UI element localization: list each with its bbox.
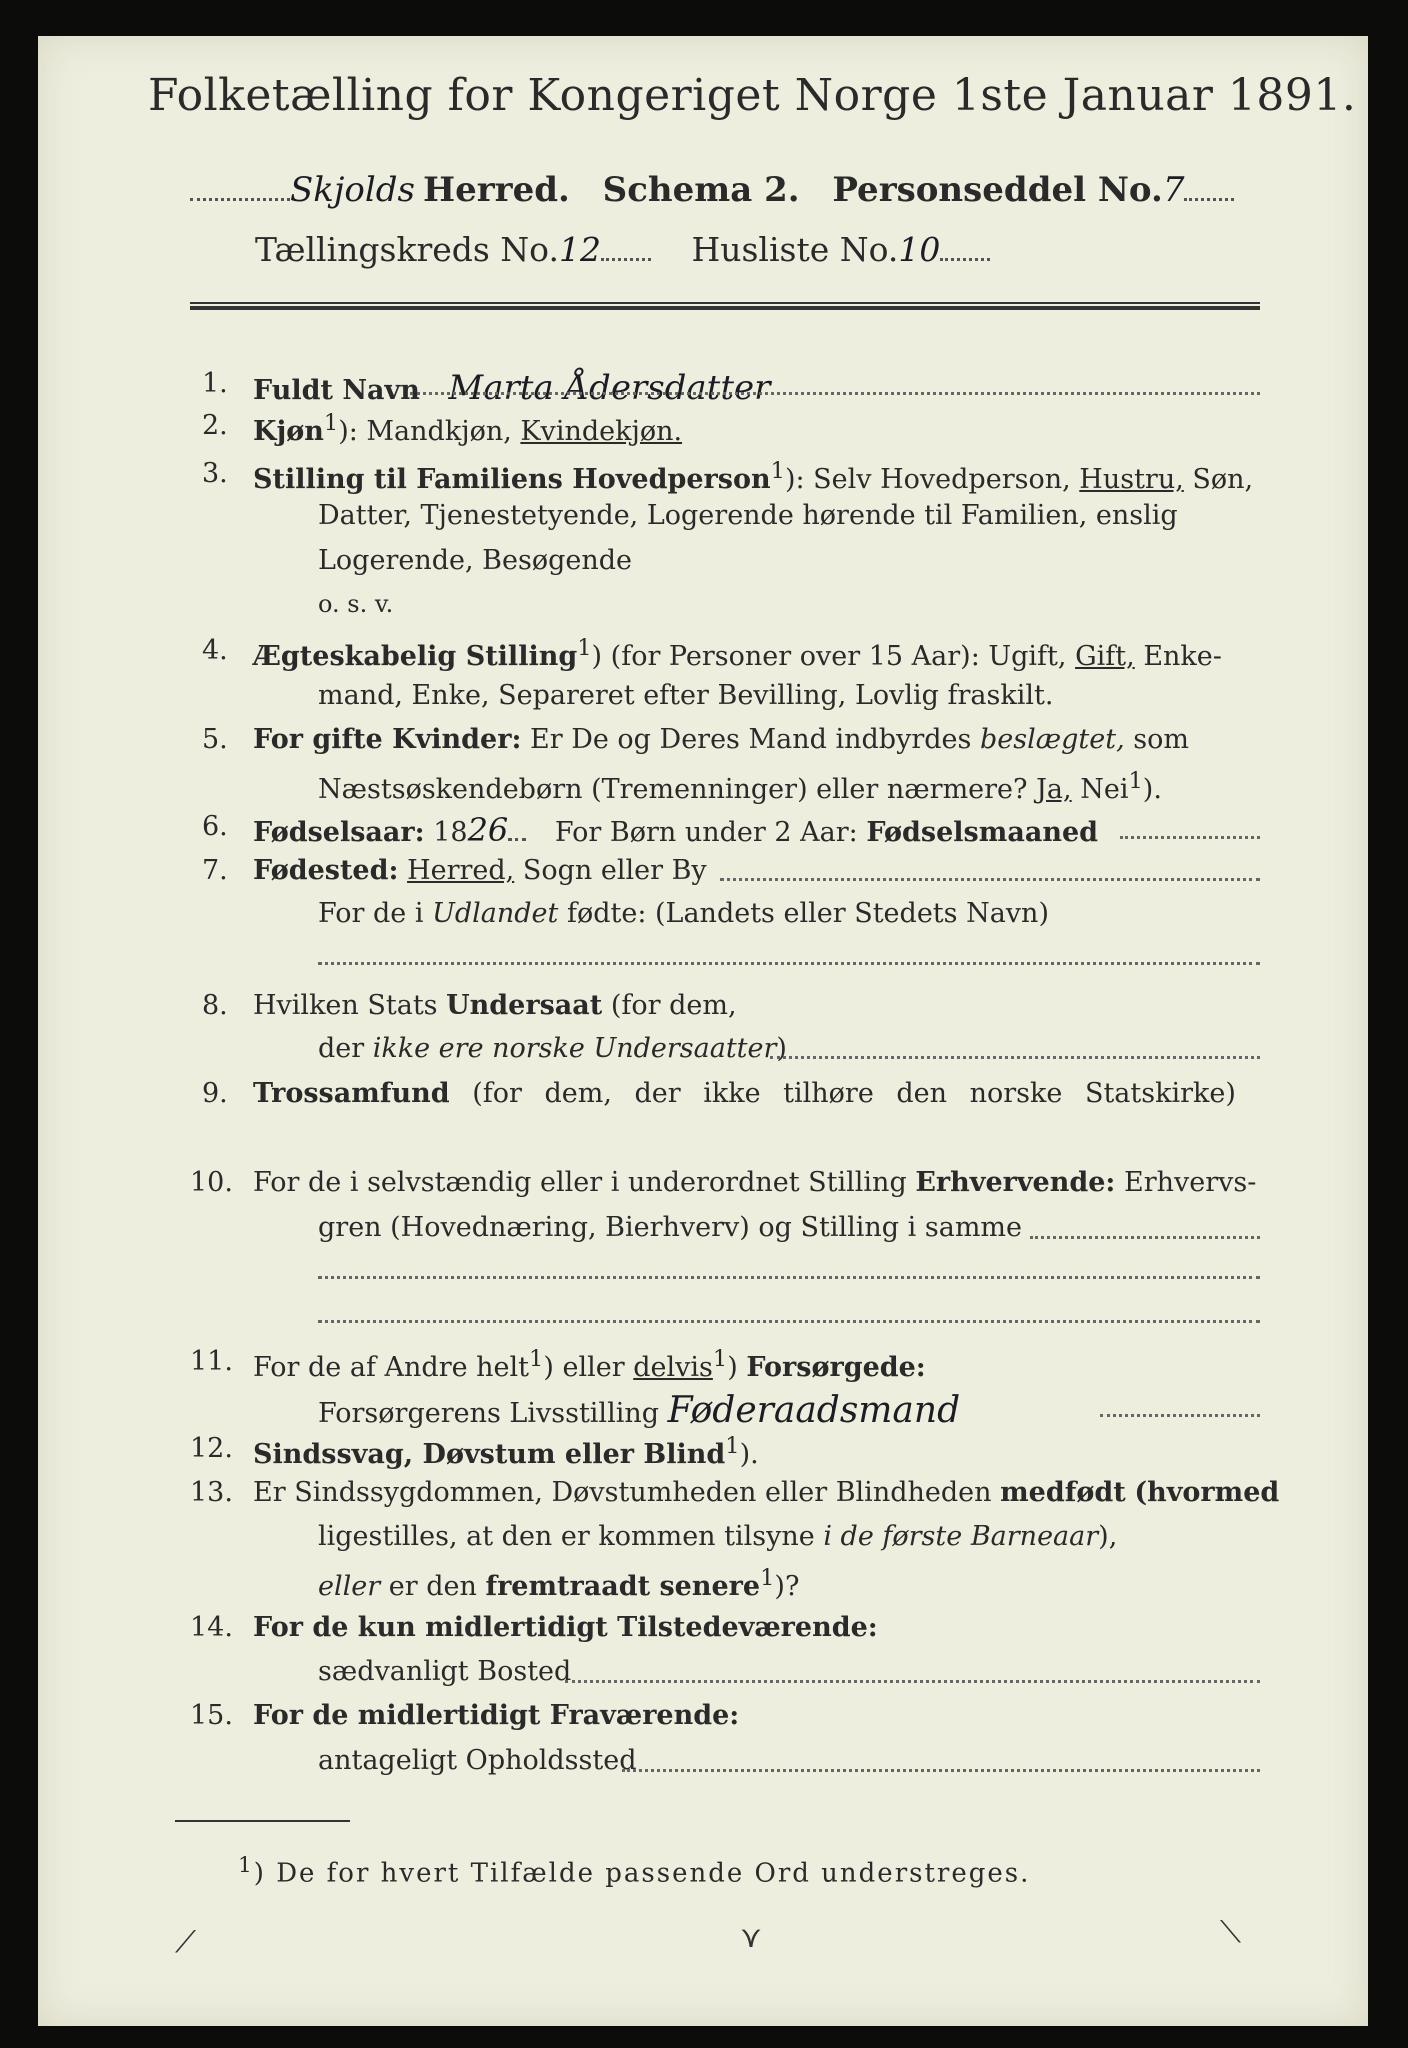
q3-text-b: Søn, [1192,464,1254,495]
footnote [238,1853,1030,1889]
q7-herred: Herred, [407,855,515,886]
personseddel-label: Personseddel No. [832,170,1163,210]
q13-line3-a: er den [388,1571,477,1602]
q3-hustru: Hustru, [1079,464,1184,495]
q11-answer: Føderaadsmand [667,1390,961,1431]
q8-text-b: (for dem, [610,990,737,1021]
q4-line2: mand, Enke, Separeret efter Bevilling, Lovlig fraskilt. [318,680,1054,711]
q13-text-a: Er Sindssygdommen, Døvstumheden eller Blindheden [253,1477,992,1508]
registration-mark-center-icon: ⋎ [740,1920,762,1955]
q6-label: Fødselsaar: [253,817,425,848]
footnote-sup: 1 [238,1853,254,1878]
q10-dotline-3 [318,1320,1260,1323]
q6-year-pre: 18 [433,817,468,848]
q4-text-b: Enke- [1143,641,1222,672]
q1-label: Fuldt Navn [253,375,420,406]
q5-row [253,724,1189,755]
q9-number: 9. [202,1078,228,1109]
q7-label: Fødested: [253,855,399,886]
q2-text-a: ): Mandkjøn, [338,416,512,447]
q13-line3-c: )? [774,1571,800,1602]
registration-mark-right-icon: ⟍ [1220,1915,1241,1950]
q10-dotline-1 [1030,1236,1260,1239]
q13-label: medfødt [1000,1477,1126,1508]
q13-sup: 1 [760,1565,775,1591]
q5-label: For gifte Kvinder: [253,724,522,755]
q13-number: 13. [190,1477,233,1508]
q13-line2-a: ligestilles, at den er kommen tilsyne [318,1521,815,1552]
q11-sup1: 1 [529,1346,544,1372]
q13-line2-b: ), [1098,1521,1118,1552]
q3-line2: Datter, Tjenestetyende, Logerende hørende til Familien, enslig [318,500,1178,531]
header-rule-thick [190,306,1260,310]
q1-answer: Marta Ådersdatter [448,368,771,408]
q11-dotline [1100,1414,1260,1417]
q3-line3: Logerende, Besøgende [318,545,632,576]
q5-ja: Ja, [1036,774,1072,805]
q14-line2: sædvanligt Bosted [318,1656,572,1687]
q5-text-b: som [1133,724,1189,755]
q11-sup2: 1 [712,1346,728,1372]
q8-row [253,990,737,1021]
q15-label: For de midlertidigt Fraværende: [253,1700,740,1731]
q9-text-a: (for dem, der ikke tilhøre den norske Statskirke) [472,1078,1236,1109]
q13-line2 [318,1521,1117,1552]
q10-line2: gren (Hovednæring, Bierhverv) og Stilling i samme [318,1212,1023,1243]
q7-row [253,855,707,886]
q6-dotline [1120,836,1260,839]
q2-number: 2. [202,410,228,441]
q10-row [253,1167,1256,1198]
q3-line4: o. s. v. [318,590,394,618]
q15-row [253,1700,739,1731]
q12-label: Sindssvag, Døvstum eller Blind [253,1439,726,1470]
q4-text-a: ) (for Personer over 15 Aar): Ugift, [591,641,1067,672]
q11-text-c: ) [727,1352,738,1383]
q2-label: Kjøn [253,416,324,447]
q13-line2-it: i de første Barneaar [823,1521,1099,1552]
q5-sup: 1 [1128,768,1143,794]
q14-row [253,1612,878,1643]
q12-number: 12. [190,1433,233,1464]
q5-text-a: Er De og Deres Mand indbyrdes [530,724,972,755]
q1-dotline [410,392,1260,395]
q4-sup: 1 [577,635,592,661]
registration-mark-left-icon: ⟋ [175,1925,196,1960]
q6-number: 6. [202,811,228,842]
q4-row [253,635,1222,672]
q11-row [253,1346,926,1383]
q11-text-b: ) eller [543,1352,625,1383]
q5-line2 [318,768,1162,805]
q5-nei: Nei [1080,774,1129,805]
kreds-label: Tællingskreds No. [255,230,559,269]
q13-line3-it: eller [318,1571,381,1602]
q6-text-b: Fødselsmaaned [866,817,1099,848]
q10-dotline-2 [318,1276,1260,1279]
q10-number: 10. [190,1167,233,1198]
q2-text-b: Kvindekjøn. [520,416,683,447]
q11-text-a: For de af Andre helt [253,1352,530,1383]
q11-line2: Forsørgerens Livsstilling [318,1398,660,1429]
q12-sup: 1 [725,1433,740,1459]
q8-dotline [770,1056,1260,1059]
q13-row [253,1477,1279,1508]
header-herred-line [190,170,1234,210]
q7-line2-it: Udlandet [432,898,559,929]
q11-number: 11. [190,1346,233,1377]
q11-label: Forsørgede: [746,1352,926,1383]
q9-label: Trossamfund [253,1078,450,1109]
q7-dotline [720,878,1260,881]
kreds-handwritten: 12 [558,230,601,269]
schema-label: Schema 2. [602,170,800,210]
q12-row [253,1433,759,1470]
q15-dotline [622,1769,1260,1772]
q1-row [253,368,770,408]
q6-text-a: For Børn under 2 Aar: [554,817,858,848]
q7-text-a: Sogn eller By [522,855,707,886]
header-rule-thin [190,302,1260,304]
q10-text-b: Erhvervs- [1124,1167,1257,1198]
q2-sup: 1 [323,410,339,436]
q8-line2-it: ikke ere norske Undersaatter [372,1033,777,1064]
q14-number: 14. [190,1612,233,1643]
q8-line2: der ikke ere norske Undersaatter) [318,1033,787,1064]
q13-line3-b: fremtraadt senere [485,1571,761,1602]
personseddel-handwritten: 7 [1162,170,1185,210]
husliste-label: Husliste No. [691,230,899,269]
q4-number: 4. [202,635,228,666]
footnote-rule [175,1820,350,1822]
q7-number: 7. [202,855,228,886]
q8-label: Undersaat [446,990,603,1021]
q13-line3 [318,1565,799,1602]
header-kreds-line [255,230,990,269]
q11-delvis: delvis [633,1352,713,1383]
q14-label: For de kun midlertidigt Tilstedeværende: [253,1612,878,1643]
q8-text-a: Hvilken Stats [253,990,438,1021]
q12-text-a: ). [739,1439,759,1470]
footnote-text: ) De for hvert Tilfælde passende Ord understreges. [253,1858,1031,1889]
q2-row [253,410,682,447]
q7-line2 [318,898,1049,929]
form-title: Folketælling for Kongeriget Norge 1ste Januar 1891. [148,70,1357,121]
husliste-handwritten: 10 [898,230,941,269]
q3-row [253,458,1253,495]
herred-label: Herred. [423,170,570,210]
q5-line2-a: Næstsøskendebørn (Tremenninger) eller nærmere? [318,774,1028,805]
q7-line2-a: For de i [318,898,424,929]
q7-dotline-2 [318,962,1260,965]
q7-line2-b: fødte: (Landets eller Stedets Navn) [566,898,1049,929]
q4-gift: Gift, [1075,641,1135,672]
q3-label: Stilling til Familiens Hovedperson [253,464,771,495]
q10-text-a: For de i selvstændig eller i underordnet Stilling [253,1167,907,1198]
q8-line2-a: der [318,1033,365,1064]
q15-number: 15. [190,1700,233,1731]
q4-label: Ægteskabelig Stilling [253,641,578,672]
q13-text-b: (hvormed [1134,1477,1280,1508]
q5-text-it: beslægtet, [979,724,1125,755]
q5-number: 5. [202,724,228,755]
q8-number: 8. [202,990,228,1021]
q11-line2 [318,1390,960,1431]
q10-label: Erhvervende: [915,1167,1116,1198]
herred-handwritten: Skjolds [290,170,415,210]
q15-line2: antageligt Opholdssted [318,1745,637,1776]
q1-number: 1. [202,368,228,399]
q5-line2-c: ). [1142,774,1162,805]
q9-row [253,1078,1236,1109]
q3-number: 3. [202,458,228,489]
q6-row [253,811,1098,849]
q3-sup: 1 [770,458,785,484]
q3-text-a: ): Selv Hovedperson, [784,464,1071,495]
q6-year-handwritten: 26 [467,811,509,849]
q14-dotline [565,1680,1260,1683]
